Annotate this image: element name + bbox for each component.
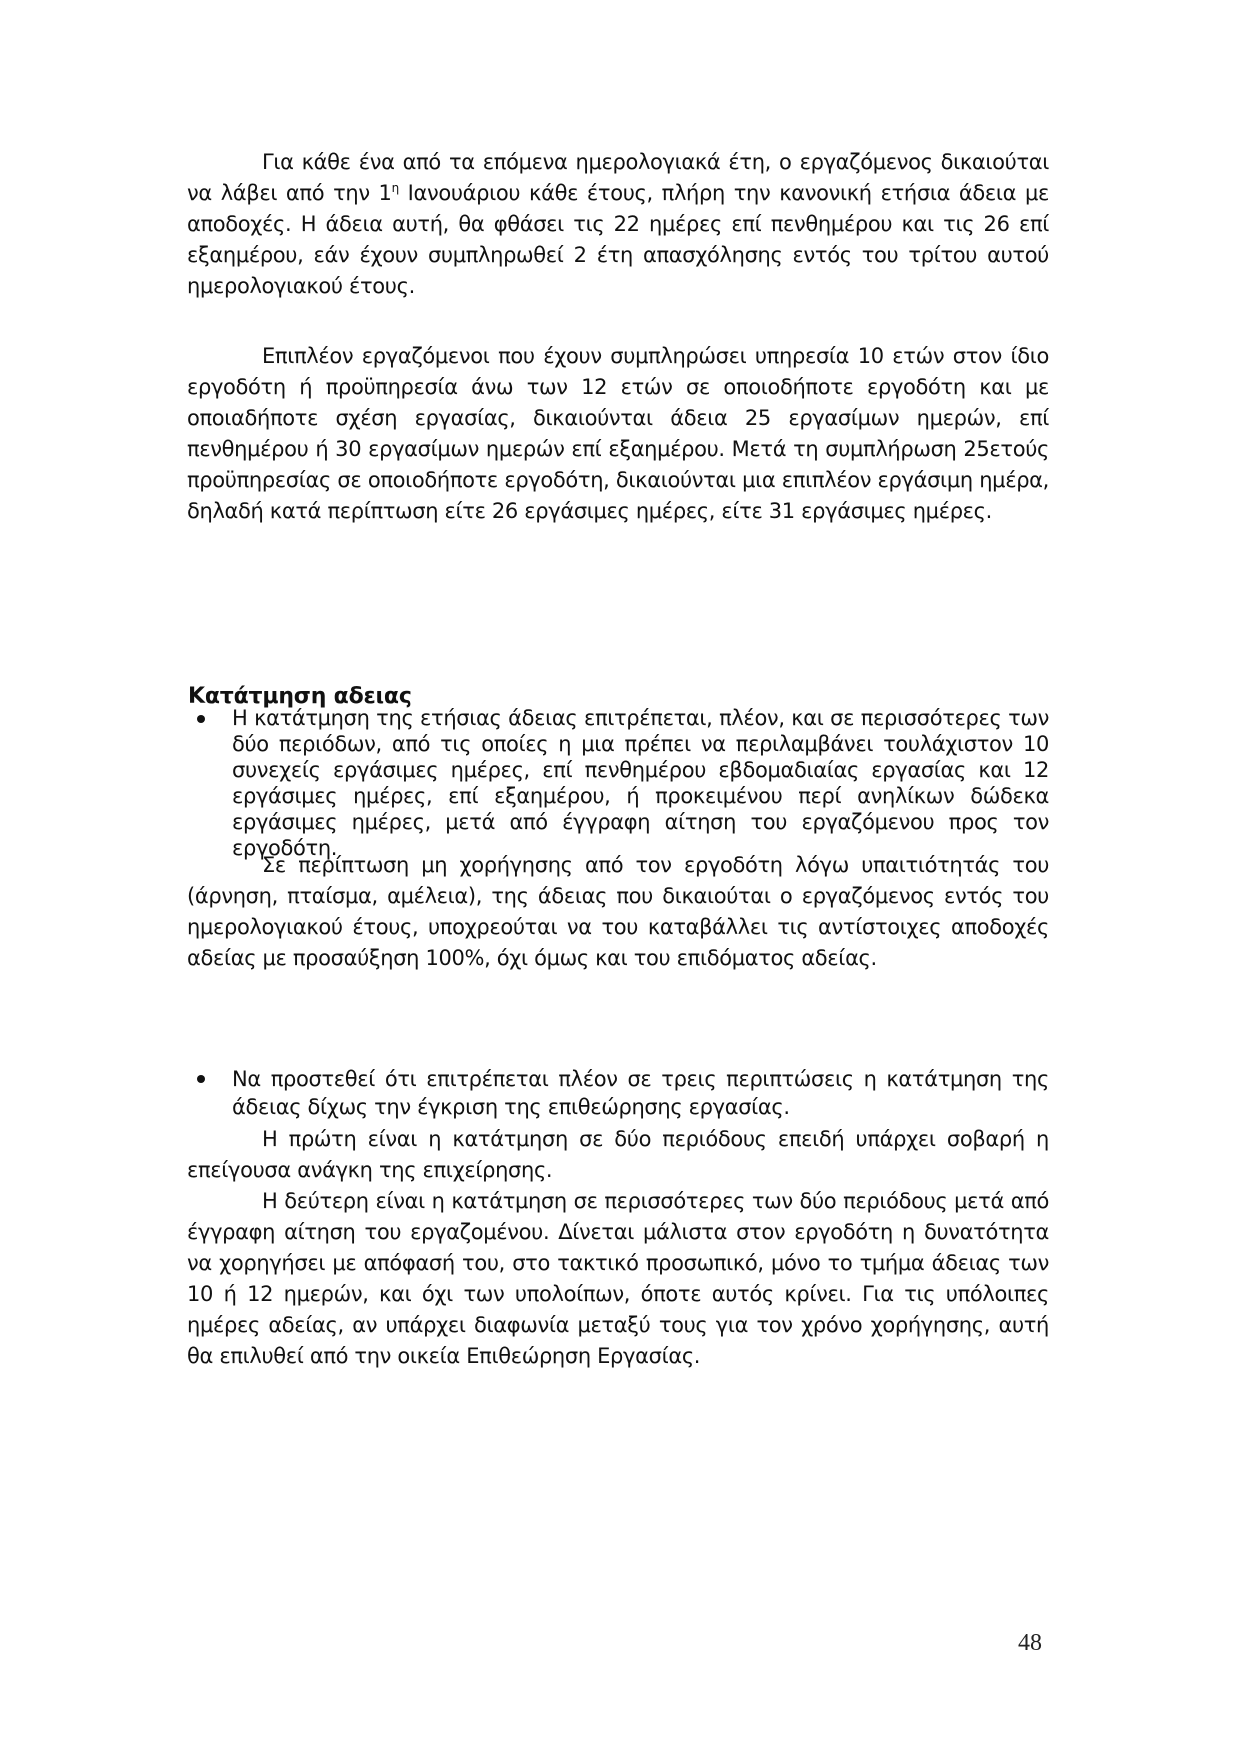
bullet-icon — [197, 715, 205, 723]
bullet-item-2 — [187, 1065, 1049, 1121]
page-number: 48 — [1018, 1630, 1042, 1656]
paragraph-annual-leave — [187, 147, 1049, 302]
section-heading: Κατάτμηση αδειας — [188, 684, 412, 709]
paragraph-3-text: Η δεύτερη είναι η κατάτμηση σε περισσότερες των δύο περιόδους μετά από έγγραφη αίτηση του εργαζομένου. Δίνεται μάλιστα στον εργοδότη η δυνατότητα να χορηγήσει με απόφασή του, στο τακτικό προσωπικό, μόνο το τμήμα άδειας των 10 ή 12 ημερών, και όχι των υπολοίπων, όποτε αυτός κρίνει. Για τις υπόλοιπες ημέρες αδείας, αν υπάρχει διαφωνία μεταξύ τους για τον χρόνο χορήγησης, αυτή θα επιλυθεί από την οικεία Επιθεώρηση Εργασίας. — [187, 1189, 1049, 1368]
bullet-2-continuation — [187, 1124, 1049, 1186]
paragraph-splitting-cases — [187, 1186, 1049, 1372]
bullet-2-text: Να προστεθεί ότι επιτρέπεται πλέον σε τρεις περιπτώσεις η κατάτμηση της άδειας δίχως την έγκριση της επιθεώρησης εργασίας. — [232, 1067, 1049, 1119]
bullet-icon — [197, 1075, 205, 1083]
paragraph-1-text-a: Για κάθε ένα από τα επόμενα ημερολογιακά έτη, ο εργαζόμενος δικαιούται να λάβει από την 1 — [187, 150, 1049, 205]
bullet-1-continuation — [187, 850, 1049, 974]
ordinal-superscript: η — [391, 181, 399, 195]
bullet-item-1 — [187, 705, 1049, 861]
bullet-1-text: Η κατάτμηση της ετήσιας άδειας επιτρέπεται, πλέον, και σε περισσότερες των δύο περιόδων, από τις οποίες η μια πρέπει να περιλαμβάνει τουλάχιστον 10 συνεχείς εργάσιμες ημέρες, επί πενθημέρου εβδομαδιαίας εργασίας και 12 εργάσιμες ημέρες, επί εξαημέρου, ή προκειμένου περί ανηλίκων δώδεκα εργάσιμες ημέρες, μετά από έγγραφη αίτηση του εργαζόμενου προς τον εργοδότη. — [232, 706, 1049, 860]
paragraph-1-text-b: Ιανουάριου κάθε έτους, πλήρη την κανονική ετήσια άδεια με αποδοχές. Η άδεια αυτή, θα φθάσει τις 22 ημέρες επί πενθημέρου και τις 26 επί εξαημέρου, εάν έχουν συμπληρωθεί 2 έτη απασχόλησης εντός του τρίτου αυτού ημερολογιακού έτους. — [187, 181, 1050, 298]
bullet-1-continuation-text: Σε περίπτωση μη χορήγησης από τον εργοδότη λόγω υπαιτιότητάς του (άρνηση, πταίσμα, αμέλεια), της άδειας που δικαιούται ο εργαζόμενος εντός του ημερολογιακού έτους, υποχρεούται να του καταβάλλει τις αντίστοιχες αποδοχές αδείας με προσαύξηση 100%, όχι όμως και του επιδόματος αδείας. — [187, 853, 1049, 970]
paragraph-seniority-leave — [187, 341, 1049, 527]
bullet-2-continuation-text: Η πρώτη είναι η κατάτμηση σε δύο περιόδους επειδή υπάρχει σοβαρή η επείγουσα ανάγκη της επιχείρησης. — [187, 1127, 1049, 1182]
paragraph-2-text: Επιπλέον εργαζόμενοι που έχουν συμπληρώσει υπηρεσία 10 ετών στον ίδιο εργοδότη ή προϋπηρεσία άνω των 12 ετών σε οποιοδήποτε εργοδότη και με οποιαδήποτε σχέση εργασίας, δικαιούνται άδεια 25 εργασίμων ημερών, επί πενθημέρου ή 30 εργασίμων ημερών επί εξαημέρου. Μετά τη συμπλήρωση 25ετούς προϋπηρεσίας σε οποιοδήποτε εργοδότη, δικαιούνται μια επιπλέον εργάσιμη ημέρα, δηλαδή κατά περίπτωση είτε 26 εργάσιμες ημέρες, είτε 31 εργάσιμες ημέρες. — [187, 344, 1049, 523]
